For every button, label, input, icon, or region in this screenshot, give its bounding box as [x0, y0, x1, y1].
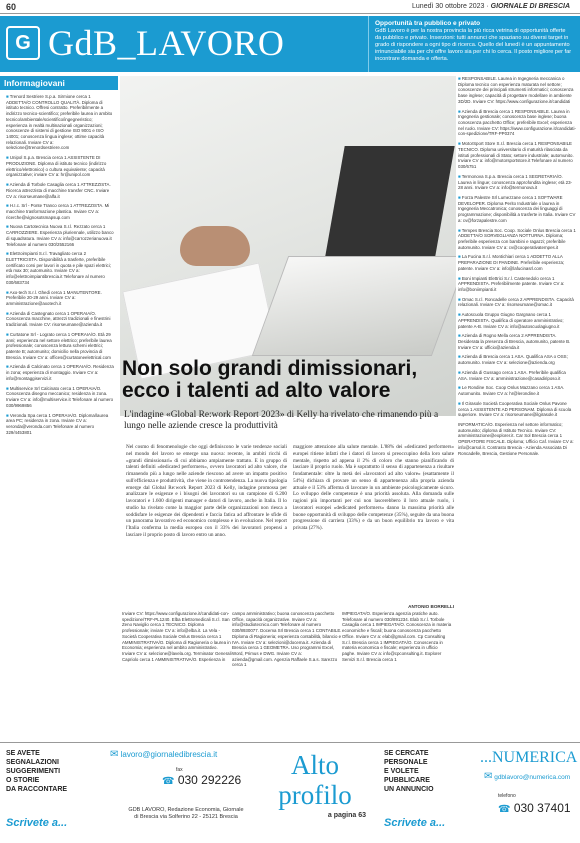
informagiovani-title: Informagiovani	[0, 76, 118, 90]
listing-text: Boni Impianti Elettrici S.r.l. Castenedolo cerca 1 APPRENDISTA. Preferibilmente patente. Inviare CV a: info@boniimpianti.it	[458, 275, 565, 292]
list-item	[6, 413, 114, 436]
listing-text: Il Girasole Società Cooperativa Sociale Onlus Pavone cerca 1 ASSISTENTE AD PERSONAM. Diploma di scuola superiore. Inviare CV a: risorseumane@ilgirasole.it	[458, 400, 572, 418]
fax-text: 030 292226	[177, 773, 242, 787]
bullet-icon: ■	[458, 141, 461, 147]
list-item	[458, 297, 576, 308]
article-headline: Non solo grandi dimissionari, ecco i talenti ad alto valore	[122, 357, 418, 403]
bullet-icon: ■	[6, 331, 9, 337]
ad-line: PERSONALE	[384, 759, 428, 767]
section-intro	[368, 16, 580, 72]
alto-profilo-page: a pagina 63	[327, 812, 366, 820]
ad-line: E VOLETE	[384, 768, 419, 776]
left-listings-column	[6, 94, 114, 736]
newspaper-name: GIORNALE DI BRESCIA	[490, 3, 570, 10]
listing-text: Azienda di Calcinato cerca 1 OPERAIA/O. Residenza in zona; esperienza di montaggio. Inviare CV a: info@montaggiservizi.it	[6, 364, 114, 381]
list-item	[458, 174, 576, 191]
ad-alto-profilo	[250, 749, 380, 833]
list-item	[6, 332, 114, 361]
listing-text: RESPONSABILE. Laurea in Ingegneria meccanica o Diploma tecnico con esperienza maturata nel settore; conoscenze dei principali strumenti informatici; conoscenza base inglese; capacità di progettare modellare in ambiente 3D/2D. Inviare CV: https://www.configurazione.it/candidati	[458, 76, 574, 104]
list-item	[6, 311, 114, 328]
mail-icon: ✉	[110, 749, 119, 760]
list-item	[458, 195, 576, 224]
bullet-icon: ■	[458, 312, 461, 318]
photo-hand-shape	[180, 226, 250, 266]
page-date: Lunedì 30 ottobre 2023 · GIORNALE DI BRESCIA	[412, 3, 570, 10]
bullet-icon: ■	[6, 364, 9, 370]
listing-text: Veronda Spa cerca 1 OPERAIA/O. Diploma/laurea area PC; residenza in zona. Inviare CV a: veronda@veronda.com Telefonare al numero 329/4453801	[6, 412, 109, 435]
listing-text: Le Rondine Soc. Coop Onlus Mazzano cerca 1 ASA. Automunito. Inviare CV a: hr@lerondine.it	[458, 385, 565, 397]
phone-number	[498, 801, 571, 815]
list-item	[458, 385, 576, 396]
numerica-logo: ...NUMERICA	[480, 749, 578, 766]
listing-text: Curtatone Srl - Lograto cerca 1 OPERAIA/O. Età 29 anni; esperienza nel settore elettrico; preferibile laurea professionale; conoscenza lettura schemi elettrici; patente B; automunito; domicilio nella provincia di Brescia. Inviare CV a: offices@curtatoneelettrical.com	[6, 331, 112, 360]
bullet-icon: ■	[458, 76, 461, 81]
section-intro-title: Opportunità tra pubblico e privato	[375, 20, 481, 27]
list-item	[6, 364, 114, 381]
list-item	[458, 109, 576, 138]
list-item	[458, 422, 576, 456]
ad-cta: Scrivete a...	[6, 817, 68, 829]
bullet-icon: ■	[6, 224, 9, 230]
ad-numerica	[384, 749, 578, 833]
listing-text: Azienda di Torbole Casaglia cerca 1 ATTREZZISTA. Ricerca attrezzista di macchine transfer CNC. Inviare CV a: risorseumane@alfa.it	[6, 182, 111, 199]
list-item	[6, 386, 114, 409]
listing-column-2: campo amministrativo; buona conoscenza pacchetto Office, capacità organizzative. Inviare CV a: info@studiotecnico.com Telefonare al numero 030/8930077. Docema Srl Brescia cerca 1 CONTABILE. Diploma di Ragioneria; esperienza contabilità, bilancio e IVA. Inviare CV a: selezioni@docema.it. Azienda di Brescia cerca 1 GEOMETRA. Uso programmi Excel, Word, Primus e DWG. Inviare CV a: azienda@gmail.com. Agenzia Raffaele S.a.s. Sarezzo cerca 1	[232, 611, 342, 668]
bullet-icon: ■	[458, 400, 461, 406]
ad-cta: Scrivete a...	[384, 817, 446, 829]
email-link[interactable]	[484, 771, 570, 782]
list-item	[458, 401, 576, 418]
ad-line: O STORIE	[6, 777, 40, 785]
list-item	[6, 94, 114, 151]
list-item	[458, 254, 576, 271]
list-item	[458, 354, 576, 365]
bullet-icon: ■	[6, 310, 9, 316]
listing-text: Unipol S.p.a. Brescia cerca 1 ASSISTENTE DI PRODUZIONE. Diploma di istituto tecnico (indirizzo elettrico/elettronico) o cultura equivalente; capacità organizzative; inviare CV a: hr@unipol.com	[6, 155, 107, 178]
list-item	[458, 276, 576, 293]
photo-screen-shape	[325, 146, 454, 256]
section-header	[0, 16, 580, 72]
article-body-col1: Nel cosmo di fenomenologie che oggi definiscono le varie tendenze sociali nel mondo del lavoro se emerge una nuova: recente, in ambiti ricchi di «grandi dimissionari» di cui abbiamo ampiamente trattato. E in gruppo di talenti definiti «dedicated performers», ovvero lavoratori ad alto valore, che rimanendo più a lungo nelle aziende riescono ad avere un impatto positivo sull'efficienza e produttività, che viene in controtendenza. La nuova tipologia emerge dal Global Re:work Report 2023 di Kelly, indagine promossa per analizzare le esigenze e i bisogni dei lavoratori su un campione di 6.200 lavoratori e 1.600 dirigenti manager e datori di lavoro, anche in Italia. Il lo studio ha rivelato come la maggior parte delle organizzazioni non riesca a soddisfare le esigenze dei dipendenti e faccia fatica ad affrontare le sfide di un panorama lavorativo ed economico complesso e in evoluzione. Nel report l'Italia conferma la media europea con il 33% dei lavoratori propensi a lasciare il proprio posto di lavoro entro un anno.	[126, 444, 287, 538]
ad-segnalazioni	[6, 749, 248, 833]
mail-icon: ✉	[484, 771, 493, 782]
bullet-icon: ■	[458, 369, 461, 375]
ad-line: DA RACCONTARE	[6, 786, 68, 794]
bullet-icon: ■	[458, 254, 461, 260]
bullet-icon: ■	[6, 94, 9, 99]
list-item	[6, 290, 114, 307]
fax-icon: ☎	[162, 776, 175, 787]
bullet-icon: ■	[6, 251, 9, 257]
article-body-col2: maggiore attenzione alla salute mentale. L'88% dei «dedicated performers» europei ritiene infatti che i datori di lavoro si preoccupino della loro salute mentale, rispetto ad appena il 2% di coloro che stanno pianificando di lasciare il proprio ruolo. Ma è soprattutto il senso di appartenenza a risultare fondamentale: oltre la metà dei «lavoratori ad alto valore» (esattamente il 54%) dichiara di provare un senso di appartenenza alla propria azienda attuale e il 53% afferma di lavorare in un ambiente psicologicamente sicuro. Lo sviluppo delle competenze è una priorità assoluta. Alla domanda sulle ragioni più importanti per cui non lascerebbero il loro attuale ruolo, i lavoratori europei «dedicated performers» danno la massima priorità alle buone opportunità di sviluppo delle competenze (35%), seguite da una buona progressione di carriera (33%) e da un buon equilibrio tra lavoro e vita privata (27%).	[293, 444, 454, 531]
listing-text: Forza Palestre Srl Lumezzane cerca 1 SOFTWARE DEVELOPER. Diploma Perito Industriale o laurea in Ingegneria Meccatronica; conoscenza dei linguaggi di programmazione; disponibilità a trasferte in Italia. Inviare CV a: cv@forzapalestre.com	[458, 194, 576, 223]
section-intro-text: GdB Lavoro è per la nostra provincia la più ricca vetrina di opportunità offerte da pubblico e privato. Inserzioni: tutti annunci che spaziano su diversi target in grado di rispondere a ogni tipo di ricerca. Quello del lunedì è un appuntamento irrinunciabile sia per chi offre lavoro sia per chi lo cerca. Il posto migliore per far incontrare domanda e offerta.	[375, 28, 572, 62]
list-item	[458, 370, 576, 381]
gdb-logo-icon: G	[6, 26, 40, 60]
list-item	[6, 251, 114, 285]
listing-text: Autoscuola Gruppo Giugno Gargnano cerca 1 APPRENDISTA. Qualifica di operatore amministrativo; patente A-B. Inviare CV a: info@autoscuolagiugno.it	[458, 312, 564, 329]
masthead-band	[0, 16, 368, 72]
page-number: 60	[6, 2, 17, 12]
listing-text: Azienda di Brescia cerca 1 RESPONSABILE. Laurea in Ingegneria gestionale; conoscenza base inglese; buona conoscenza pacchetto Office; preferibile Excel; esperienza nel ruolo. Inviare CV: https://www.configurazione.it/candidati-con-spedizione/TRF-PP0374	[458, 108, 576, 137]
list-item	[6, 155, 114, 178]
footer-ads	[0, 742, 580, 837]
listing-text: Tempes Brescia Soc. Coop. Sociale Onlus Brescia cerca 1 ADDETTA/O SORVEGLIANZA NOTTURNA. Diploma; preferibile esperienza con bambini e ragazzi; preferibile automunito. Inviare CV a: cv@cooperativatempes.it	[458, 227, 576, 250]
listing-text: Azienda di Rogno Mella cerca 2 APPRENDISTA. Desiderata la presenza di Brescia, automunito, patente B. Inviare CV a: ufficio@azienda.it	[458, 333, 571, 350]
listing-column-3: IMPIEGATA/O. Esperienza agenzia pratiche auto. Telefonare al numero 030/891234. Elab S.r.l. Torbole Casaglia cerca 1 IMPIEGATA/O. Conoscenza in materia economiche e fiscali; buona conoscenza pacchetto Office. Inviare CV a: elab@gmail.com. Cp Consulting S.r.l. Brescia cerca 1 IMPIEGATA/O. Conoscenza in materia economica e fiscale; esperienza in ufficio paghe. Inviare CV a: info@cpconsulting.it. Explorer Servizi S.r.l. Brescia cerca 1	[342, 611, 452, 662]
listing-text: MotorSport Store S.r.l. Brescia cerca 1 RESPONSABILE TECNICO. Diploma universitario di maturità rilasciata da istituti professionali di Stato; settore industriale; automunito. Inviare CV a: info@motorsportstore.it Telefonare al numero 030/6751	[458, 141, 574, 170]
listing-text: Nuova Cartotecnica Nuova S.r.l. Rezzato cerca 1 CARROZZIERE. Esperienza pluriennale, utilizzo banco di squadratura. Inviare CV a: info@carrozzerianuova.it Telefonare al numero 030/2552166	[6, 224, 114, 247]
fax-label: fax	[176, 767, 183, 773]
ad-line: SE AVETE	[6, 750, 40, 757]
ad-line: SUGGERIMENTI	[6, 768, 61, 776]
list-item	[458, 141, 576, 170]
date-text: Lunedì 30 ottobre 2023	[412, 3, 485, 10]
phone-icon: ☎	[498, 804, 511, 815]
list-item	[6, 203, 114, 220]
listing-text: Omac S.r.l. Roncadelle cerca 2 APPRENDISTA. Capacità relazionali. Inviare CV a: risorseumane@omac.it	[458, 296, 574, 308]
bullet-icon: ■	[458, 227, 461, 233]
alto-profilo-line1: Alto	[290, 750, 339, 780]
listing-text: Termonova S.p.a. Brescia cerca 1 SEGRETARIA/O. Laurea in lingue; conoscenza approfondita inglese; età 23-28 anni. Inviare CV a: info@termonova.it	[458, 173, 572, 191]
photo-laptop-shape	[252, 256, 456, 356]
email-link[interactable]	[110, 749, 217, 760]
fax-number	[162, 773, 241, 787]
listing-text: H.I.c. Srl - Ponte Tranco cerca 1 ATTREZZISTA. Mi macchine trasformazione plastica. Inviare CV a: ricerche@vignosotsmapsup.com	[6, 203, 110, 220]
listing-text: Axo-tech S.r.l. Ghedi cerca 1 MANUTENTORE. Preferibile 20-29 anni. Inviare CV a: amministrazione@axotech.it	[6, 289, 102, 306]
ad-line: UN ANNUNCIO	[384, 786, 434, 794]
bullet-icon: ■	[458, 173, 461, 179]
list-item	[458, 333, 576, 350]
bullet-icon: ■	[458, 385, 461, 391]
bullet-icon: ■	[6, 203, 9, 209]
newsroom-address: GDB LAVORO, Redazione Economia, Giornale di Brescia via Solferino 22 - 25121 Brescia	[128, 807, 244, 821]
bullet-icon: ■	[6, 182, 9, 188]
list-item	[458, 312, 576, 329]
phone-text: 030 37401	[513, 801, 571, 815]
listing-text: Azienda di Brescia cerca 1 ASA. Qualifica ASA o OSS; automunito. Inviare CV a: selezione@azienda.org	[458, 354, 568, 366]
bullet-icon: ■	[458, 296, 461, 302]
page-top-bar	[0, 0, 580, 14]
ad-lines	[6, 749, 67, 794]
list-item	[6, 224, 114, 247]
bullet-icon: ■	[6, 289, 9, 295]
bullet-icon: ■	[458, 194, 461, 200]
listing-column-1: Inviare CV: https://www.configurazione.it/candidati-con-spedizione/TRF-PL1240. Elba Elettromedicali S.r.l. San Zeno Naviglio cerca 1 TECNICO. Diploma professionale; inviare CV a: info@elba.it. La Vela - Società Cooperativa Sociale Onlus Brescia cerca 1 AMMINISTRATIVA/O. Diploma di Ragioneria o laurea in Economia; esperienza nel ambito amministrativo. Inviare CV a: selezione@lavela.org. Terminator Generali Capriolo cerca 1 AMMINISTRATIVA/O. Esperienza in	[122, 611, 232, 662]
listing-text: Trenord Sestriere S.p.a. Sirmione cerca 1 ADDETTA/O CONTROLLO QUALITÀ. Diploma di istituto tecnico. Offresi contratto. Preferibilmente a indirizzo tecnico-scientifico; preferibile laurea in ambito tecnico/ambientale/scientifico/ingegneristico; esperienza in realtà multinazionali organizzazioni; conoscenze di sistemi di gestione ISO 9001 e ISO 14001; conoscenza lingua inglese; ottime capacità relazionali. Inviare CV a: selezione@trenordsestriere.com	[6, 94, 113, 151]
list-item	[458, 228, 576, 251]
phone-label: telefono	[498, 793, 516, 799]
alto-profilo-line2: profilo	[278, 779, 352, 810]
email-text: gdblavoro@numerica.com	[494, 774, 571, 781]
listing-text: La Fucina S.r.l. Montichiari cerca 1 ADDETTO ALLA PREPARAZIONE DI PANDINE. Preferibile esperienza; patente. Inviare CV a: info@lafucinasrl.com	[458, 254, 565, 271]
listing-text: Azienda di Gussago cerca 1 ASA. Preferibile qualifica ASA. Inviare CV a: amministrazione@casadiriposo.it	[458, 369, 566, 381]
ad-line: SE CERCATE	[384, 750, 429, 757]
listing-text: Multiservice Srl Calcinato cerca 1 OPERAIA/O. Conoscenza disegno meccanico; residenza in zona. Inviare CV a: info@multiservice.it Telefonare al numero 030/9969856	[6, 385, 114, 408]
bullet-icon: ■	[458, 108, 461, 114]
ad-line: PUBBLICARE	[384, 777, 430, 785]
listing-text: Azienda di Castegnato cerca 1 OPERAIA/O. Conoscenza macchine, attrezzi tradizionali e finestrini tradizionali. Inviare CV: risorseumane@azienda.it	[6, 310, 111, 328]
bullet-icon: ■	[6, 155, 9, 161]
list-item	[6, 182, 114, 199]
bullet-icon: ■	[6, 385, 9, 391]
ad-lines	[384, 749, 434, 794]
email-text: lavoro@giornaledibrescia.it	[120, 750, 218, 759]
ad-line: SEGNALAZIONI	[6, 759, 59, 767]
bullet-icon: ■	[458, 275, 461, 281]
section-title: GdB_LAVORO	[48, 23, 285, 63]
right-listings-column	[458, 76, 576, 736]
list-item	[458, 76, 576, 105]
article-author: ANTONIO BORRELLI	[408, 604, 454, 609]
bullet-icon: ■	[458, 354, 461, 360]
article-subhead: L'indagine «Global Re:work Report 2023» di Kelly ha rivelato che rimanendo più a lungo nelle aziende cresce la produttività	[124, 410, 439, 432]
listing-text: INFORMATICA/O. Esperienza nel settore informatico; automunito; diploma di Istituto Tecnico. Inviare CV: amministrazione@explorer.it. Car Sol Brescia cerca 1 OPERATORE FISCALE. Diploma; Ufficio Caf. Inviare CV a: info@carsol.it. Contrasto Brescia - Azienda Associata Di Roncadelle, Brescia, Gestione Personale.	[458, 421, 574, 456]
bullet-icon: ■	[458, 333, 461, 339]
bullet-icon: ■	[6, 412, 9, 418]
listing-text: Elettroimpianti S.r.l. Travagliato cerca 2 ELETTRICISTA. Disponibilità a trasferte, preferibile certificato corsi per lavori in quota e pile spazi elettrici; età max 30; automunito. Inviare CV a: info@elettroimpiantibrescia.it Telefonare al numero 030/683734	[6, 251, 111, 285]
